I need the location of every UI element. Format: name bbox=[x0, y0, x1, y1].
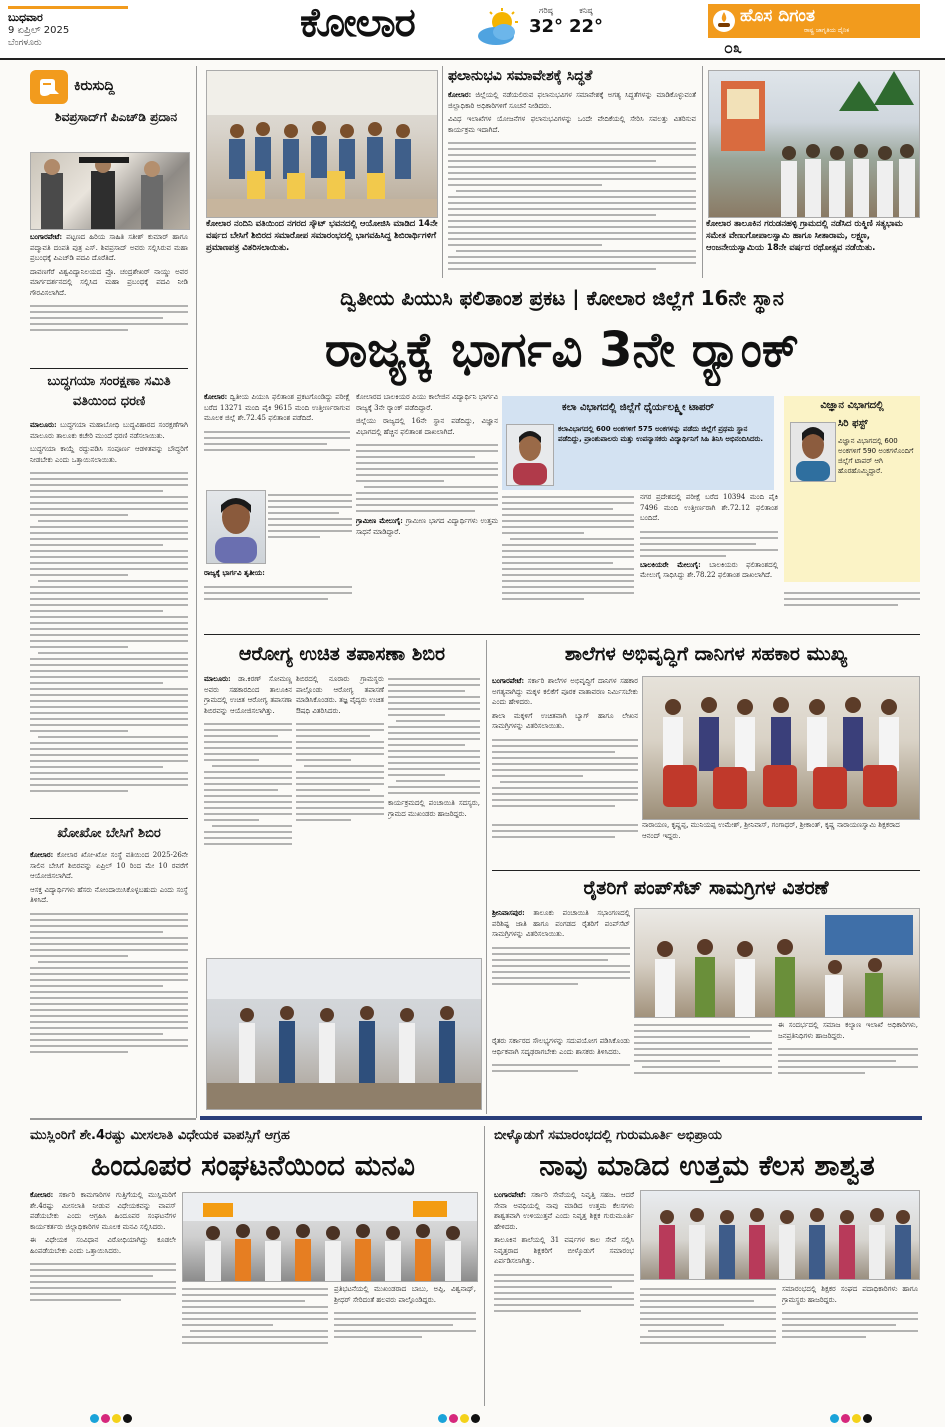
phalanubhavi-body bbox=[448, 90, 696, 276]
lead-para4: ಗ್ರಾಮೀಣ ಭಾಗದ ವಿದ್ಯಾರ್ಥಿಗಳು ಉತ್ತಮ ಸಾಧನೆ ಮಾಡಿದ್ದಾರೆ. bbox=[356, 517, 498, 536]
nanu-para2: ತಾಲೂಕಿನ ಶಾಲೆಯಲ್ಲಿ 31 ವರ್ಷಗಳ ಕಾಲ ಸೇವೆ ಸಲ್ಲಿಸಿ ನಿವೃತ್ತರಾದ ಶಿಕ್ಷಕರಿಗೆ ಬೀಳ್ಕೊಡುಗೆ ಸಮಾರಂಭ ಏರ್ಪಡಿಸಲಾಗಿತ್ತು. bbox=[494, 1236, 634, 1265]
muslim-para3: ಪ್ರತಿಭಟನೆಯಲ್ಲಿ ಮುಖಂಡರಾದ ಬಾಬು, ಅಪ್ಪಿ, ವಿಶ್ವನಾಥ್, ಶ್ರೀಧರ್ ಸೇರಿದಂತೆ ಹಲವರು ಪಾಲ್ಗೊಂಡಿದ್ದರು. bbox=[334, 1285, 476, 1304]
science-box-title1: ವಿಜ್ಞಾನ ವಿಭಾಗದಲ್ಲಿ bbox=[820, 400, 884, 411]
school-headline: ಶಾಲೆಗಳ ಅಭಿವೃದ್ಧಿಗೆ ದಾನಿಗಳ ಸಹಕಾರ ಮುಖ್ಯ bbox=[564, 643, 848, 665]
pump-col2 bbox=[492, 1036, 630, 1114]
nanu-para1: ಸರ್ಕಾರಿ ಸೇವೆಯಲ್ಲಿ ನಿವೃತ್ತಿ ಸಹಜ. ಆದರೆ ಸೇವಾ ಅವಧಿಯಲ್ಲಿ ನಾವು ಮಾಡಿದ ಉತ್ತಮ ಕೆಲಸಗಳು ಶಾಶ್ವತವಾಗಿ ಉಳಿಯುತ್ತವೆ ಎಂದು ನಿವೃತ್ತ ಶಿಕ್ಷಕ ಗುರುಮೂರ್ತಿ ಹೇಳಿದರು. bbox=[494, 1191, 634, 1231]
health-camp-photo bbox=[206, 958, 482, 1110]
pump-col3 bbox=[634, 1020, 772, 1114]
lead-col1c bbox=[204, 568, 352, 628]
nanu-col1 bbox=[494, 1190, 634, 1404]
lead-photo-name: ರಾಜ್ಯಕ್ಕೆ ಭಾರ್ಗವಿ ತೃತೀಯ: bbox=[204, 568, 265, 577]
kirusuddi-para1: ಪಟ್ಟಣದ ಹಿರಿಯ ಸಾಹಿತಿ ಸತೀಶ್ ಕುಮಾರ್ ಹಾಗೂ ಪದ್ಮಾವತಿ ದಂಪತಿ ಪುತ್ರ ಎಸ್. ಶಿವಪ್ರಸಾದ್ ಅವರು ಸಲ್ಲಿಸಿರುವ ಮಹಾ ಪ್ರಬಂಧಕ್ಕೆ ಪಿಎಚ್‌ಡಿ ಪದವಿ ದೊರೆತಿದೆ. bbox=[30, 233, 188, 262]
nanu-col2 bbox=[640, 1284, 776, 1404]
lamp-icon bbox=[712, 8, 736, 34]
lead-dateline: ಕೋಲಾರ: bbox=[204, 392, 228, 401]
school-caption: ನಾರಾಯಣ, ಕೃಷ್ಣಪ್ಪ, ಮುನಿಯಪ್ಪ ಉಮೇಶ್, ಶ್ರೀನಿವಾಸ್, ಗಂಗಾಧರ್, ಶ್ರೀಕಾಂತ್, ಕೃಷ್ಣ ನಾರಾಯಣಸ್ವಾಮಿ ಶಿಕ್ಷಕರಾದ ಆನಂದ್ ಇದ್ದರು. bbox=[642, 821, 900, 840]
arts-topper-box bbox=[502, 396, 774, 490]
min-temp: 22° bbox=[568, 16, 604, 37]
health-para1: ಡಾ.ಕಿರಣ್ ಸೋಮಣ್ಣ ಅವರು ಸಹಕಾರದಿಂದ ತಾಲೂಕಿನ ಗ್ರಾಮದಲ್ಲಿ ಉಚಿತ ಆರೋಗ್ಯ ತಪಾಸಣಾ ಶಿಬಿರವನ್ನು ಆಯೋಜಿಸಲಾಗಿತ್ತು. bbox=[204, 675, 292, 715]
masthead bbox=[0, 0, 945, 60]
masthead-title: ಕೋಲಾರ bbox=[300, 0, 415, 46]
arts-box-title: ಕಲಾ ವಿಭಾಗದಲ್ಲಿ ಜಿಲ್ಲೆಗೆ ಧೈರ್ಯಲಕ್ಷ್ಮೀ ಟಾಪರ್ bbox=[562, 402, 714, 413]
lead-col2 bbox=[356, 392, 498, 628]
nanu-dateline: ಬಂಗಾರಪೇಟೆ: bbox=[494, 1190, 527, 1199]
muslim-kicker: ಮುಸ್ಲಿಂರಿಗೆ ಶೇ.4ರಷ್ಟು ಮೀಸಲಾತಿ ವಿಧೇಯಕ ವಾಪಸ್ಸಿಗೆ ಆಗ್ರಹ bbox=[30, 1128, 290, 1143]
muslim-col2 bbox=[182, 1284, 328, 1404]
kho-para2: ಆಸಕ್ತ ವಿದ್ಯಾರ್ಥಿಗಳು ಹೆಸರು ನೋಂದಾಯಿಸಿಕೊಳ್ಳಬಹುದು ಎಂದು ಸಂಸ್ಥೆ ತಿಳಿಸಿದೆ. bbox=[30, 885, 188, 904]
bag-para1: ಬುದ್ಧಗಯಾ ಮಹಾಬೋಧಿ ಬುದ್ಧವಿಹಾರದ ಸಂರಕ್ಷಣೆಗಾಗಿ ಮಾಲೂರು ತಾಲೂಕು ಕಚೇರಿ ಮುಂದೆ ಧರಣಿ ನಡೆಸಲಾಯಿತು. bbox=[30, 421, 188, 440]
school-dateline: ಬಂಗಾರಪೇಟೆ: bbox=[492, 676, 525, 685]
pump-dateline: ಶ್ರೀನಿವಾಸಪುರ: bbox=[492, 908, 525, 917]
health-dateline: ಮಾಲೂರು: bbox=[204, 674, 231, 683]
masthead-date: 9 ಏಪ್ರಿಲ್ 2025 bbox=[8, 25, 70, 36]
bag-para2: ಬುದ್ಧಗಯಾ ಕಾಯ್ದೆ ರದ್ದುಪಡಿಸಿ ಸಂಪೂರ್ಣ ಆಡಳಿತವನ್ನು ಬೌದ್ಧರಿಗೆ ನೀಡಬೇಕು ಎಂದು ಒತ್ತಾಯಿಸಲಾಯಿತು. bbox=[30, 445, 188, 464]
min-temp-label: ಕನಿಷ್ಠ bbox=[579, 6, 593, 15]
max-temp-label: ಗರಿಷ್ಠ bbox=[539, 6, 553, 15]
pump-headline: ರೈತರಿಗೆ ಪಂಪ್‌ಸೆಟ್ ಸಾಮಗ್ರಿಗಳ ವಿತರಣೆ bbox=[583, 877, 829, 899]
lead-col1b bbox=[268, 490, 352, 568]
science-body bbox=[784, 588, 920, 628]
bhargavi-photo bbox=[206, 490, 266, 564]
health-col1 bbox=[204, 674, 292, 950]
page-number: ೦೩ bbox=[724, 38, 742, 57]
kirusuddi-tag bbox=[30, 70, 180, 104]
nanu-headline: ನಾವು ಮಾಡಿದ ಉತ್ತಮ ಕೆಲಸ ಶಾಶ್ವತ bbox=[539, 1149, 875, 1182]
school-bottom bbox=[492, 820, 638, 866]
pump-col1 bbox=[492, 908, 630, 1032]
bag-dateline: ಮಾಲೂರು: bbox=[30, 420, 57, 429]
science-box-text: ವಿಜ್ಞಾನ ವಿಭಾಗದಲ್ಲಿ 600 ಅಂಕಗಳಿಗೆ 590 ಅಂಕಗಳೊಂದಿಗೆ ಜಿಲ್ಲೆಗೆ ಟಾಪರ್ ಆಗಿ ಹೊರಹೊಮ್ಮಿದ್ದಾರೆ. bbox=[838, 437, 914, 475]
kho-para1: ಕೋಲಾರ ಖೋ-ಖೋ ಸಂಸ್ಥೆ ವತಿಯಿಂದ 2025-26ನೇ ಸಾಲಿನ ಬೇಸಿಗೆ ಶಿಬಿರವನ್ನು ಏಪ್ರಿಲ್ 10 ರಿಂದ ಮೇ 10 ರವರೆಗೆ ಆಯೋಜಿಸಲಾಗಿದೆ. bbox=[30, 851, 188, 880]
section-divider bbox=[200, 1116, 922, 1120]
kirusuddi-dateline: ಬಂಗಾರಪೇಟೆ: bbox=[30, 232, 63, 241]
dhairyalakshmi-photo bbox=[506, 424, 554, 486]
kho-dateline: ಕೋಲಾರ: bbox=[30, 850, 54, 859]
science-box-title2: ಸಿರಿ ಫಸ್ಟ್ bbox=[838, 418, 868, 429]
max-temp-block bbox=[528, 6, 564, 52]
phalanubhavi-headline: ಫಲಾನುಭವಿ ಸಮಾವೇಶಕ್ಕೆ ಸಿದ್ಧತೆ bbox=[448, 68, 593, 84]
arts-box-text: ಕಲಾವಿಭಾಗದಲ್ಲಿ 600 ಅಂಕಗಳಿಗೆ 575 ಅಂಕಗಳನ್ನು ಪಡೆದು ಜಿಲ್ಲೆಗೆ ಪ್ರಥಮ ಸ್ಥಾನ ಪಡೆದಿದ್ದು, ಪ್ರಾಂಶುಪಾಲರು ಮತ್ತು ಉಪನ್ಯಾಸಕರು ವಿದ್ಯಾರ್ಥಿನಿಗೆ ಸಿಹಿ ತಿನಿಸಿ ಅಭಿನಂದಿಸಿದರು. bbox=[558, 425, 764, 443]
bag-body bbox=[30, 420, 188, 812]
lead-subhead: ಗ್ರಾಮೀಣ ಮೇಲುಗೈ: bbox=[356, 516, 403, 525]
bag-headline: ಬುದ್ಧಗಯಾ ಸಂರಕ್ಷಣಾ ಸಮಿತಿ ವತಿಯಿಂದ ಧರಣಿ bbox=[47, 374, 171, 409]
health-col3 bbox=[388, 674, 480, 950]
muslim-dateline: ಕೋಲಾರ: bbox=[30, 1190, 54, 1199]
health-headline: ಆರೋಗ್ಯ ಉಚಿತ ತಪಾಸಣಾ ಶಿಬಿರ bbox=[238, 643, 446, 665]
kirusuddi-icon bbox=[30, 70, 68, 104]
siri-photo bbox=[790, 422, 836, 482]
muslim-para1: ಸರ್ಕಾರಿ ಕಾಮಗಾರಿಗಳ ಗುತ್ತಿಗೆಯಲ್ಲಿ ಮುಸ್ಲಿಮರಿಗೆ ಶೇ.4ರಷ್ಟು ಮೀಸಲಾತಿ ನೀಡುವ ವಿಧೇಯಕವನ್ನು ವಾಪಸ್ ಪಡೆಯಬೇಕು ಎಂದು ಆಗ್ರಹಿಸಿ ಹಿಂದೂಪರ ಸಂಘಟನೆಗಳ ಕಾರ್ಯಕರ್ತರು ಜಿಲ್ಲಾಧಿಕಾರಿಗಳ ಮೂಲಕ ಮನವಿ ಸಲ್ಲಿಸಿದರು. bbox=[30, 1191, 176, 1231]
school-para2: ಶಾಲಾ ಮಕ್ಕಳಿಗೆ ಉಚಿತವಾಗಿ ಬ್ಯಾಗ್ ಹಾಗೂ ಲೇಖನ ಸಾಮಗ್ರಿಗಳನ್ನು ವಿತರಿಸಲಾಯಿತು. bbox=[492, 711, 638, 730]
masthead-day: ಬುಧವಾರ bbox=[8, 11, 43, 24]
protest-photo bbox=[182, 1192, 478, 1282]
pumpset-photo bbox=[634, 908, 920, 1018]
health-col2 bbox=[296, 674, 384, 950]
muslim-para2: ಈ ವಿಧೇಯಕ ಸಂವಿಧಾನ ವಿರೋಧಿಯಾಗಿದ್ದು ಕೂಡಲೇ ಹಿಂಪಡೆಯಬೇಕು ಎಂದು ಒತ್ತಾಯಿಸಿದರು. bbox=[30, 1236, 176, 1255]
lead-col3-subhead: ಬಾಲಕಿಯರೇ ಮೇಲುಗೈ: bbox=[640, 559, 701, 569]
lead-col3-para2: ಬಾಲಕಿಯರು ಫಲಿತಾಂಶದಲ್ಲಿ ಮೇಲುಗೈ ಸಾಧಿಸಿದ್ದು ಶೇ.78.22 ಫಲಿತಾಂಶ ದಾಖಲಾಗಿದೆ. bbox=[640, 560, 778, 579]
lead-col4 bbox=[640, 492, 778, 628]
nanu-col3 bbox=[782, 1284, 918, 1404]
pump-para3: ಈ ಸಂದರ್ಭದಲ್ಲಿ ಸಮಾಜ ಕಲ್ಯಾಣ ಇಲಾಖೆ ಅಧಿಕಾರಿಗಳು, ಜನಪ್ರತಿನಿಧಿಗಳು ಹಾಜರಿದ್ದರು. bbox=[778, 1021, 918, 1040]
phalanubhavi-para1: ಜಿಲ್ಲೆಯಲ್ಲಿ ನಡೆಯಲಿರುವ ಫಲಾನುಭವಿಗಳ ಸಮಾವೇಶಕ್ಕೆ ಅಗತ್ಯ ಸಿದ್ಧತೆಗಳನ್ನು ಮಾಡಿಕೊಳ್ಳುವಂತೆ ಜಿಲ್ಲಾಧಿಕಾರಿ ಅಧಿಕಾರಿಗಳಿಗೆ ಸೂಚನೆ ನೀಡಿದರು. bbox=[448, 91, 696, 110]
registration-marks-center bbox=[438, 1408, 498, 1418]
pump-para2: ರೈತರು ಸರ್ಕಾರದ ಸೌಲಭ್ಯಗಳನ್ನು ಸದುಪಯೋಗ ಪಡಿಸಿಕೊಂಡು ಆರ್ಥಿಕವಾಗಿ ಸದೃಢರಾಗಬೇಕು ಎಂದು ಶಾಸಕರು ತಿಳಿಸಿದರು. bbox=[492, 1037, 630, 1056]
muslim-col1 bbox=[30, 1190, 176, 1404]
school-para1: ಸರ್ಕಾರಿ ಶಾಲೆಗಳ ಅಭಿವೃದ್ಧಿಗೆ ದಾನಿಗಳ ಸಹಕಾರ ಅಗತ್ಯವಾಗಿದ್ದು ಮಕ್ಕಳ ಕಲಿಕೆಗೆ ಪೂರಕ ವಾತಾವರಣ ನಿರ್ಮಿಸಬೇಕು ಎಂದು ಹೇಳಿದರು. bbox=[492, 677, 638, 706]
registration-marks-left bbox=[90, 1408, 150, 1418]
chariot-festival-photo bbox=[708, 70, 920, 218]
lead-col1 bbox=[204, 392, 350, 486]
masthead-city: ಬೆಂಗಳೂರು bbox=[8, 38, 42, 48]
paper-tagline: ರಾಷ್ಟ್ರ ಜಾಗೃತಿಯ ದೈನಿಕ bbox=[804, 27, 850, 34]
muslim-col3 bbox=[334, 1284, 476, 1404]
phalanubhavi-para2: ವಿವಿಧ ಇಲಾಖೆಗಳ ಯೋಜನೆಗಳ ಫಲಾನುಭವಿಗಳನ್ನು ಒಂದೇ ವೇದಿಕೆಯಲ್ಲಿ ಸೇರಿಸಿ ಸವಲತ್ತು ವಿತರಿಸುವ ಕಾರ್ಯಕ್ರಮ ಇದಾಗಿದೆ. bbox=[448, 115, 696, 134]
phalanubhavi-dateline: ಕೋಲಾರ: bbox=[448, 90, 472, 99]
nanu-kicker: ಬೀಳ್ಕೊಡುಗೆ ಸಮಾರಂಭದಲ್ಲಿ ಗುರುಮೂರ್ತಿ ಅಭಿಪ್ರಾಯ bbox=[494, 1128, 722, 1143]
kirusuddi-body bbox=[30, 232, 188, 362]
lead-col3 bbox=[502, 492, 634, 628]
max-temp: 32° bbox=[528, 16, 564, 37]
lead-col3-para1: ನಗರ ಪ್ರದೇಶದಲ್ಲಿ ಪರೀಕ್ಷೆ ಬರೆದ 10394 ಮಂದಿ ಪೈಕಿ 7496 ಮಂದಿ ಉತ್ತೀರ್ಣರಾಗಿ ಶೇ.72.12 ಫಲಿತಾಂಶ ಬಂದಿದೆ. bbox=[640, 493, 778, 522]
pump-col4 bbox=[778, 1020, 918, 1114]
farewell-photo bbox=[640, 1190, 920, 1280]
chariot-photo-caption: ಕೋಲಾರ ತಾಲೂಕಿನ ಗರುಡನಹಳ್ಳಿ ಗ್ರಾಮದಲ್ಲಿ ನಡೆಸಿದ ರುಕ್ಮಿಣಿ ಸತ್ಯಭಾಮ ಸಮೇತ ವೇಣುಗೋಪಾಲಸ್ವಾಮಿ ಹಾಗೂ ಸೀತಾರಾಮ, ಲಕ್ಷ್ಮಣ, ಆಂಜನೇಯಸ್ವಾಮಿಯ 18ನೇ ವರ್ಷದ ರಥೋತ್ಸವ ನಡೆಯಿತು. bbox=[706, 219, 903, 253]
lead-para3: ಜಿಲ್ಲೆಯು ರಾಜ್ಯದಲ್ಲಿ 16ನೇ ಸ್ಥಾನ ಪಡೆದಿದ್ದು, ವಿಜ್ಞಾನ ವಿಭಾಗದಲ್ಲಿ ಹೆಚ್ಚಿನ ಫಲಿತಾಂಶ ದಾಖಲಾಗಿದೆ. bbox=[356, 417, 498, 436]
date-block bbox=[8, 6, 198, 52]
paper-brand bbox=[708, 4, 920, 38]
pump-para1: ತಾಲೂಕು ಪಂಚಾಯಿತಿ ಸಭಾಂಗಣದಲ್ಲಿ ಪರಿಶಿಷ್ಟ ಜಾತಿ ಹಾಗೂ ಪಂಗಡದ ರೈತರಿಗೆ ಪಂಪ್‌ಸೆಟ್ ಸಾಮಗ್ರಿಗಳನ್ನು ವಿತರಿಸಲಾಯಿತು. bbox=[492, 909, 630, 938]
paper-name: ಹೊಸ ದಿಗಂತ bbox=[740, 6, 815, 26]
kirusuddi-headline: ಶಿವಪ್ರಸಾದ್‌ಗೆ ಪಿಎಚ್‌ಡಿ ಪ್ರದಾನ bbox=[55, 110, 177, 124]
phd-photo bbox=[30, 152, 190, 230]
scout-photo-caption: ಕೋಲಾರ ನಂದಿನಿ ವತಿಯಿಂದ ನಗರದ ಸ್ಕೌಟ್ ಭವನದಲ್ಲಿ ಆಯೋಜಿಸಿ ಮಾಡಿದ 14ನೇ ವರ್ಷದ ಬೇಸಿಗೆ ಶಿಬಿರದ ಸಮಾರೋಪ ಸಮಾರಂಭದಲ್ಲಿ ಭಾಗವಹಿಸಿದ್ದ ಶಿಬಿರಾರ್ಥಿಗಳಿಗೆ ಪ್ರಮಾಣಪತ್ರ ವಿತರಿಸಲಾಯಿತು. bbox=[206, 219, 438, 253]
section-divider-left bbox=[30, 1118, 196, 1120]
kho-body bbox=[30, 850, 188, 1112]
registration-marks-right bbox=[830, 1408, 890, 1418]
muslim-headline: ಹಿಂದೂಪರ ಸಂಘಟನೆಯಿಂದ ಮನವಿ bbox=[91, 1149, 415, 1182]
kirusuddi-para2: ದಾವಣಗೆರೆ ವಿಶ್ವವಿದ್ಯಾನಿಲಯದ ಪ್ರೊ. ಚಂದ್ರಶೇಖರ್ ನಾಯ್ಡು ಅವರ ಮಾರ್ಗದರ್ಶನದಲ್ಲಿ ಸಲ್ಲಿಸಿದ ಮಹಾ ಪ್ರಬಂಧಕ್ಕೆ ಪದವಿ ನೀಡಿ ಗೌರವಿಸಲಾಗಿದೆ. bbox=[30, 267, 188, 297]
lead-para1: ದ್ವಿತೀಯ ಪಿಯುಸಿ ಫಲಿತಾಂಶ ಪ್ರಕಟಗೊಂಡಿದ್ದು ಪರೀಕ್ಷೆ ಬರೆದ 13271 ಮಂದಿ ಪೈಕಿ 9615 ಮಂದಿ ಉತ್ತೀರ್ಣರಾಗುವ ಮೂಲಕ ಜಿಲ್ಲೆ ಶೇ.72.45 ಫಲಿತಾಂಶ ಪಡೆದಿದೆ. bbox=[204, 393, 350, 422]
school-bags-photo bbox=[642, 676, 920, 820]
health-para3: ಕಾರ್ಯಕ್ರಮದಲ್ಲಿ ಪಂಚಾಯಿತಿ ಸದಸ್ಯರು, ಗ್ರಾಮದ ಮುಖಂಡರು ಹಾಜರಿದ್ದರು. bbox=[388, 799, 480, 818]
kho-headline: ಖೋಖೋ ಬೇಸಿಗೆ ಶಿಬಿರ bbox=[57, 826, 161, 841]
min-temp-block bbox=[568, 6, 604, 52]
nanu-para3: ಸಮಾರಂಭದಲ್ಲಿ ಶಿಕ್ಷಕರ ಸಂಘದ ಪದಾಧಿಕಾರಿಗಳು ಹಾಗೂ ಗ್ರಾಮಸ್ಥರು ಹಾಜರಿದ್ದರು. bbox=[782, 1285, 918, 1304]
science-topper-box bbox=[784, 396, 920, 582]
weather-icon bbox=[474, 8, 524, 50]
health-para2: ಶಿಬಿರದಲ್ಲಿ ನೂರಾರು ಗ್ರಾಮಸ್ಥರು ಪಾಲ್ಗೊಂಡು ಆರೋಗ್ಯ ತಪಾಸಣೆ ಮಾಡಿಸಿಕೊಂಡರು. ತಜ್ಞ ವೈದ್ಯರು ಉಚಿತ ಔಷಧಿ ವಿತರಿಸಿದರು. bbox=[296, 675, 384, 715]
lead-para2: ಕೋಲಾರದ ಬಾಲಕಿಯರ ಪಿಯು ಕಾಲೇಜಿನ ವಿದ್ಯಾರ್ಥಿನಿ ಭಾರ್ಗವಿ ರಾಜ್ಯಕ್ಕೆ 3ನೇ ರ್‍ಯಾಂಕ್ ಪಡೆದಿದ್ದಾರೆ. bbox=[356, 393, 498, 412]
scout-camp-photo bbox=[206, 70, 438, 218]
kirusuddi-label: ಕಿರುಸುದ್ದಿ bbox=[74, 78, 115, 94]
lead-kicker: ದ್ವಿತೀಯ ಪಿಯುಸಿ ಫಲಿತಾಂಶ ಪ್ರಕಟ | ಕೋಲಾರ ಜಿಲ್ಲೆಗೆ 16ನೇ ಸ್ಥಾನ bbox=[340, 286, 784, 310]
lead-headline: ರಾಜ್ಯಕ್ಕೆ ಭಾರ್ಗವಿ 3ನೇ ರ್‍ಯಾಂಕ್ bbox=[324, 322, 800, 378]
